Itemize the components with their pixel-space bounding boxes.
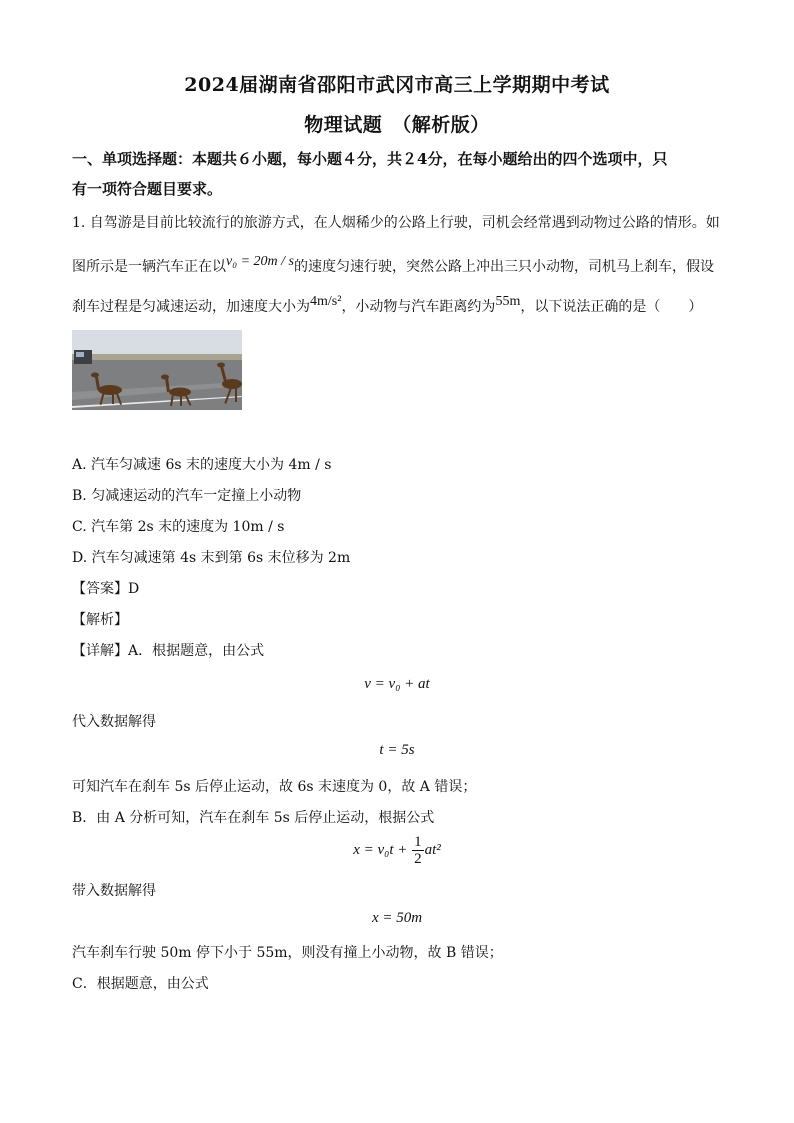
distance-math: 55m	[495, 294, 521, 309]
road-animals-image	[72, 330, 242, 410]
option-c: C. 汽车第 2s 末的速度为 10m / s	[72, 519, 285, 535]
question-text: ，以下说法正确的是（ ）	[520, 299, 703, 315]
page-title: 2024届湖南省邵阳市武冈市高三上学期期中考试	[184, 74, 610, 96]
option-d: D. 汽车匀减速第 4s 末到第 6s 末位移为 2m	[72, 550, 351, 566]
question-text: 图所示是一辆汽车正在以	[72, 259, 226, 275]
question-line-2	[72, 256, 737, 276]
equation-velocity: v = v₀ + at	[364, 676, 430, 692]
fraction-denominator: 2	[414, 851, 422, 867]
velocity-math: v₀ = 20m / s	[226, 254, 294, 269]
conclusion-b: 汽车刹车行驶 50m 停下小于 55m，则没有撞上小动物，故 B 错误；	[72, 945, 503, 961]
question-text: ，小动物与汽车距离约为	[341, 299, 496, 315]
eq3-right: at²	[424, 841, 441, 858]
acceleration-math: 4m/s²	[310, 294, 342, 309]
equation-time: t = 5s	[379, 742, 415, 758]
detail-b: B．由 A 分析可知，汽车在刹车 5s 后停止运动，根据公式	[72, 810, 435, 826]
analysis-label: 【解析】	[72, 612, 128, 628]
question-line-1: 1. 自驾游是目前比较流行的旅游方式，在人烟稀少的公路上行驶，司机会经常遇到动物过公路的情形。如	[72, 215, 720, 231]
question-line-3	[72, 296, 737, 316]
substitution-text-2: 带入数据解得	[72, 883, 156, 899]
section-heading-line2: 有一项符合题目要求。	[72, 180, 223, 198]
road-animals-photo	[72, 330, 242, 410]
detail-a: 【详解】A．根据题意，由公式	[72, 643, 265, 659]
section-heading	[72, 144, 732, 204]
conclusion-a: 可知汽车在刹车 5s 后停止运动，故 6s 末速度为 0，故 A 错误；	[72, 779, 477, 795]
truck-window	[76, 352, 84, 357]
detail-c: C．根据题意，由公式	[72, 976, 209, 992]
eq3-left: x = v₀t +	[353, 841, 412, 858]
section-heading-line1: 一、单项选择题：本题共６小题，每小题４分，共２4分，在每小题给出的四个选项中，只	[72, 150, 668, 168]
page-subtitle: 物理试题 （解析版）	[304, 114, 490, 136]
option-b: B. 匀减速运动的汽车一定撞上小动物	[72, 488, 302, 504]
option-a: A. 汽车匀减速 6s 末的速度大小为 4m / s	[72, 457, 332, 473]
fraction-numerator: 1	[414, 834, 422, 850]
substitution-text-1: 代入数据解得	[72, 714, 156, 730]
question-text: 的速度匀速行驶，突然公路上冲出三只小动物，司机马上刹车，假设	[293, 259, 714, 275]
fraction-half	[412, 834, 424, 867]
equation-displacement	[0, 834, 794, 867]
answer-label: 【答案】D	[72, 581, 140, 597]
question-text: 刹车过程是匀减速运动，加速度大小为	[72, 299, 310, 315]
equation-distance: x = 50m	[371, 910, 423, 926]
